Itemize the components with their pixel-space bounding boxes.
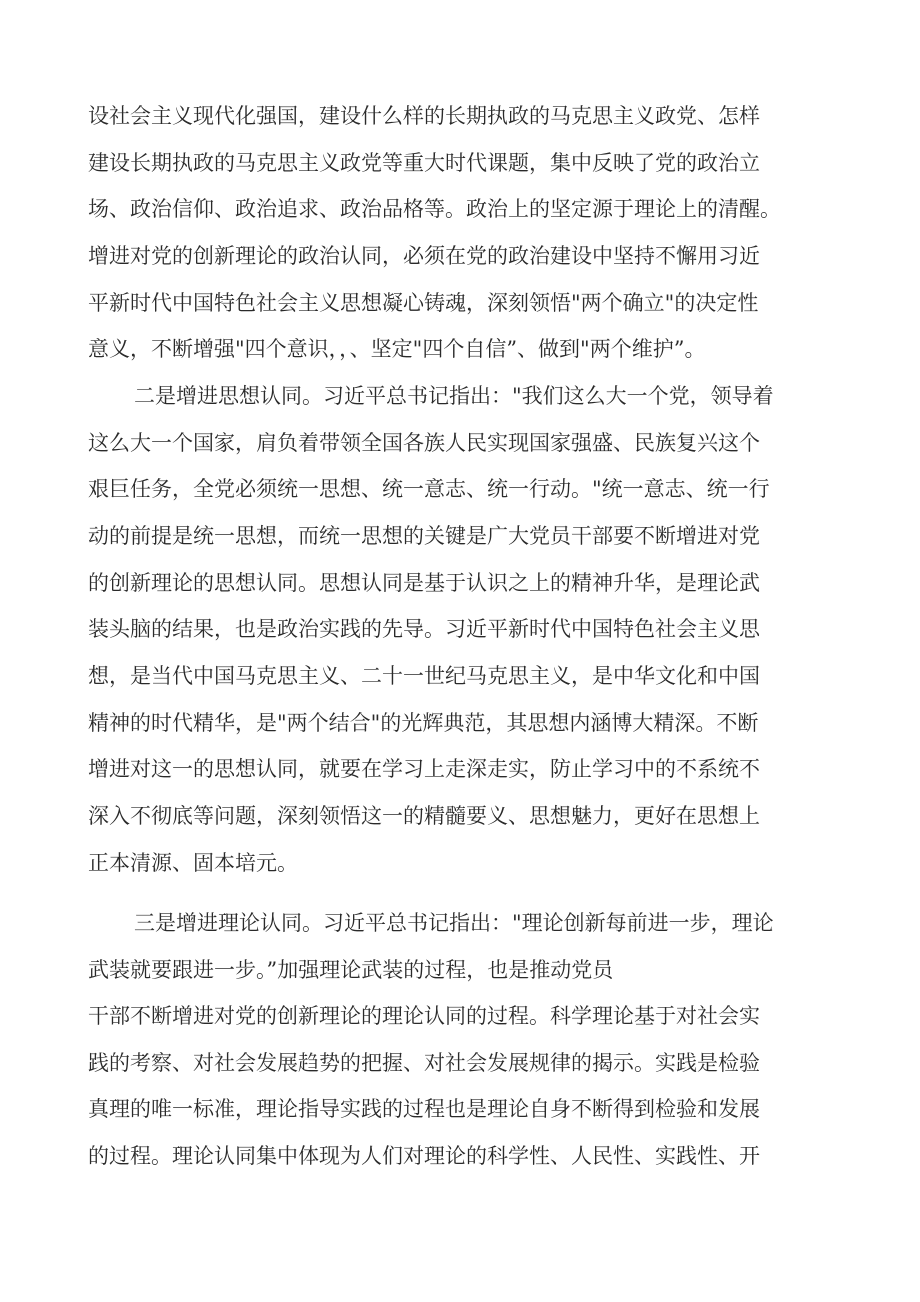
text-line: 设社会主义现代化强国，建设什么样的长期执政的马克思主义政党、怎样 bbox=[88, 104, 760, 128]
text-line: 武装就要跟进一步。”加强理论武装的过程，也是推动党员 bbox=[88, 958, 614, 982]
text-line: 装头脑的结果，也是政治实践的先导。习近平新时代中国特色社会主义思 bbox=[88, 617, 760, 641]
text-line: 干部不断增进对党的创新理论的理论认同的过程。科学理论基于对社会实 bbox=[88, 1004, 760, 1028]
text-line: 精神的时代精华，是"两个结合"的光辉典范，其思想内涵博大精深。不断 bbox=[88, 711, 759, 735]
text-line: 意义，不断增强"四个意识，，、坚定"四个自信”、做到"两个维护”。 bbox=[88, 337, 706, 361]
text-line: 平新时代中国特色社会主义思想凝心铸魂，深刻领悟"两个确立"的决定性 bbox=[88, 291, 759, 315]
text-line: 践的考察、对社会发展趋势的把握、对社会发展规律的揭示。实践是检验 bbox=[88, 1051, 760, 1075]
text-line: 动的前提是统一思想，而统一思想的关键是广大党员干部要不断增进对党 bbox=[88, 524, 760, 548]
text-line: 想，是当代中国马克思主义、二十一世纪马克思主义，是中华文化和中国 bbox=[88, 664, 760, 688]
paragraph-heading-line: 三是增进理论认同。习近平总书记指出："理论创新每前进一步，理论 bbox=[134, 911, 774, 935]
text-line: 艰巨任务，全党必须统一思想、统一意志、统一行动。"统一意志、统一行 bbox=[88, 477, 770, 501]
text-line: 增进对党的创新理论的政治认同，必须在党的政治建设中坚持不懈用习近 bbox=[88, 244, 760, 268]
text-line: 场、政治信仰、政治追求、政治品格等。政治上的坚定源于理论上的清醒。 bbox=[88, 197, 781, 221]
text-line: 建设长期执政的马克思主义政党等重大时代课题，集中反映了党的政治立 bbox=[88, 151, 760, 175]
text-line: 增进对这一的思想认同，就要在学习上走深走实，防止学习中的不系统不 bbox=[88, 757, 760, 781]
paragraph-heading-line: 二是增进思想认同。习近平总书记指出："我们这么大一个党，领导着 bbox=[134, 384, 774, 408]
text-line: 深入不彻底等问题，深刻领悟这一的精髓要义、思想魅力，更好在思想上 bbox=[88, 804, 760, 828]
text-line: 的过程。理论认同集中体现为人们对理论的科学性、人民性、实践性、开 bbox=[88, 1144, 760, 1168]
text-line: 的创新理论的思想认同。思想认同是基于认识之上的精神升华，是理论武 bbox=[88, 571, 760, 595]
text-line: 真理的唯一标准，理论指导实践的过程也是理论自身不断得到检验和发展 bbox=[88, 1097, 760, 1121]
text-line: 正本清源、固本培元。 bbox=[88, 851, 298, 875]
text-line: 这么大一个国家，肩负着带领全国各族人民实现国家强盛、民族复兴这个 bbox=[88, 431, 760, 455]
